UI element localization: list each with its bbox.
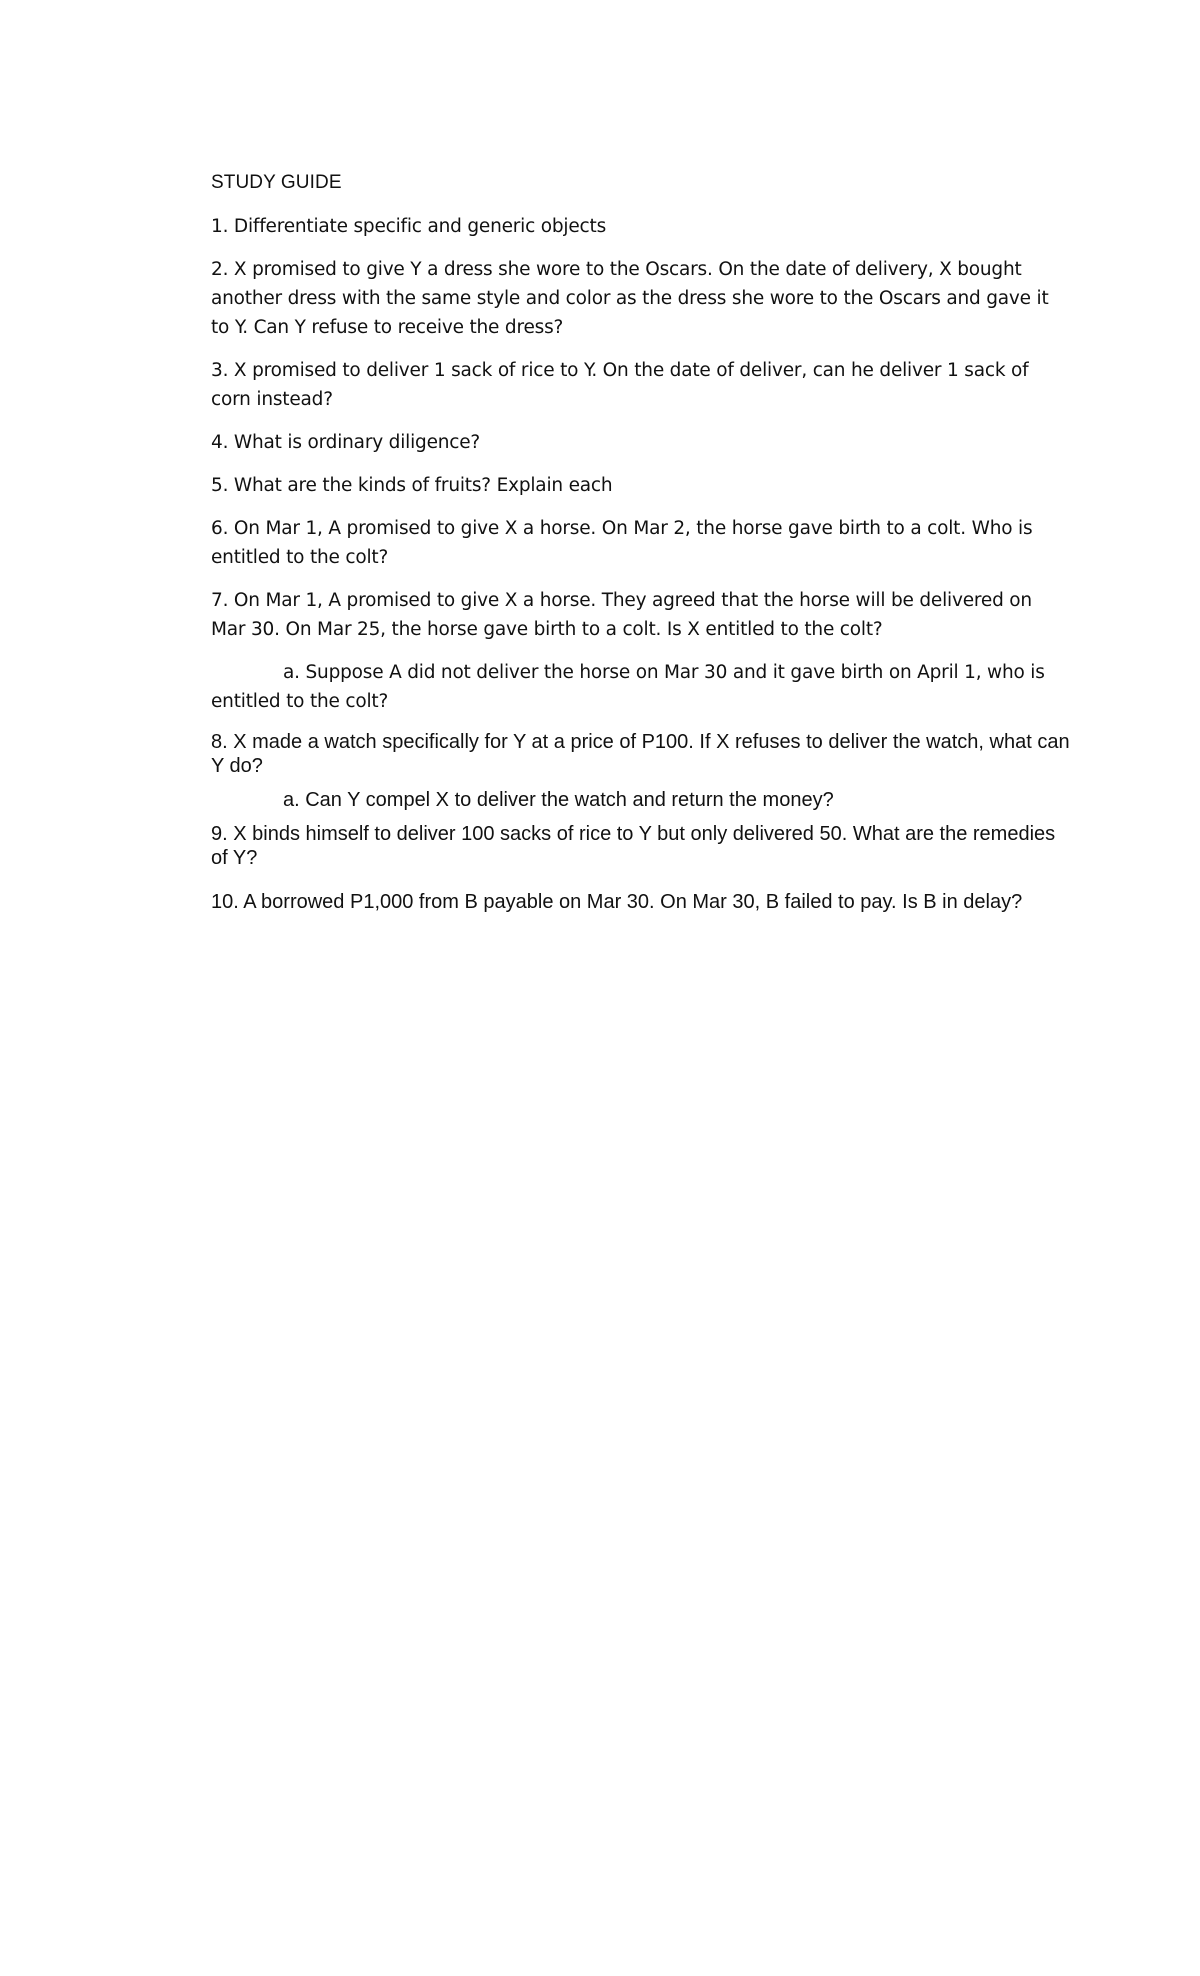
question-1: 1. Differentiate specific and generic objects xyxy=(211,216,607,237)
question-2: 2. X promised to give Y a dress she wore to the Oscars. On the date of delivery, X bought another dress with the same style and color as the dress she wore to the Oscars and gave it to Y. Can Y refuse to receive the dress? xyxy=(211,259,1049,338)
document-page xyxy=(211,168,1071,928)
question-4: 4. What is ordinary diligence? xyxy=(211,432,481,453)
question-8: 8. X made a watch specifically for Y at a price of P100. If X refuses to deliver the watch, what can Y do? xyxy=(211,731,1070,777)
question-8a: a. Can Y compel X to deliver the watch and return the money? xyxy=(283,789,834,811)
question-3: 3. X promised to deliver 1 sack of rice to Y. On the date of deliver, can he deliver 1 sack of corn instead? xyxy=(211,360,1029,410)
question-7: 7. On Mar 1, A promised to give X a horse. They agreed that the horse will be delivered on Mar 30. On Mar 25, the horse gave birth to a colt. Is X entitled to the colt? xyxy=(211,590,1032,640)
question-9: 9. X binds himself to deliver 100 sacks of rice to Y but only delivered 50. What are the remedies of Y? xyxy=(211,823,1056,869)
document-title: STUDY GUIDE xyxy=(211,172,342,193)
question-7a: a. Suppose A did not deliver the horse on Mar 30 and it gave birth on April 1, who is entitled to the colt? xyxy=(211,662,1045,712)
question-6: 6. On Mar 1, A promised to give X a horse. On Mar 2, the horse gave birth to a colt. Who is entitled to the colt? xyxy=(211,518,1033,568)
question-10: 10. A borrowed P1,000 from B payable on Mar 30. On Mar 30, B failed to pay. Is B in delay? xyxy=(211,891,1023,913)
question-5: 5. What are the kinds of fruits? Explain each xyxy=(211,475,613,496)
